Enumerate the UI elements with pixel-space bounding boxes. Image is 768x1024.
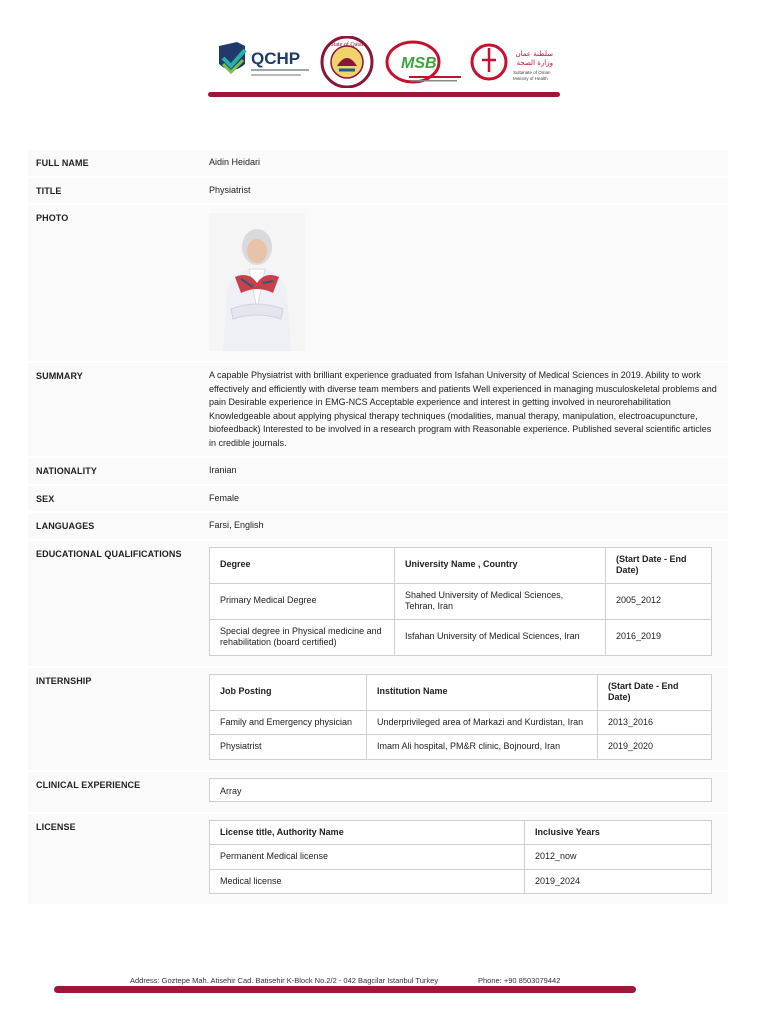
table-cell: 2019_2020 xyxy=(598,735,712,760)
footer-address: Address: Goztepe Mah. Atisehir Cad. Batisehir K-Block No.2/2 - 042 Bagcilar Istanbul Turkey xyxy=(130,976,439,985)
table-row xyxy=(210,710,712,735)
summary-text: A capable Physiatrist with brilliant experience graduated from Isfahan University of Medical Sciences in 2019. Ability to work effectively and efficiently with diverse team members and patients Well experienced in managing musculoskeletal problems and pain Desirable experience in EMG-NCS Acceptable experience and interest in getting involved in neurorehabilitation Knowledgeable about applying physical therapy techniques (modalities, manual therapy, manipulation, electroacupuncture, biofeedback) Interested to be involved in a research program with Reasonable experience. Published several scientific articles in credible journals. xyxy=(209,370,717,448)
state-of-qatar-seal xyxy=(319,36,375,88)
row-photo xyxy=(28,205,728,363)
clinical-experience-label: CLINICAL EXPERIENCE xyxy=(36,779,141,790)
table-row xyxy=(210,869,712,894)
column-header: Institution Name xyxy=(367,674,598,710)
full-name-value: Aidin Heidari xyxy=(209,157,261,167)
svg-text:State of Qatar: State of Qatar xyxy=(330,42,364,48)
sex-value: Female xyxy=(209,492,240,503)
title-label: TITLE xyxy=(36,185,62,196)
column-header: (Start Date - End Date) xyxy=(606,547,712,583)
row-full-name xyxy=(28,150,728,178)
full-name-label: FULL NAME xyxy=(36,158,89,168)
page-header xyxy=(0,0,768,110)
doctor-portrait-image xyxy=(209,213,305,351)
column-header: Job Posting xyxy=(210,674,367,710)
table-cell: 2019_2024 xyxy=(525,869,712,894)
internship-table xyxy=(209,674,712,760)
row-sex xyxy=(28,486,728,514)
title-value: Physiatrist xyxy=(209,184,251,195)
svg-text:MSB: MSB xyxy=(401,55,437,72)
education-label: EDUCATIONAL QUALIFICATIONS xyxy=(36,548,182,559)
table-cell: Primary Medical Degree xyxy=(210,583,395,619)
row-languages xyxy=(28,513,728,541)
photo-label: PHOTO xyxy=(36,213,69,223)
column-header: Degree xyxy=(210,547,395,583)
table-cell: Shahed University of Medical Sciences, Tehran, Iran xyxy=(395,583,606,619)
table-cell: Family and Emergency physician xyxy=(210,710,367,735)
header-logos xyxy=(215,36,560,88)
row-license xyxy=(28,814,728,907)
languages-value: Farsi, English xyxy=(209,520,264,530)
row-title xyxy=(28,178,728,206)
profile-photo xyxy=(209,213,305,351)
summary-label: SUMMARY xyxy=(36,371,83,381)
qchp-logo xyxy=(215,36,315,88)
row-clinical-experience xyxy=(28,772,728,814)
nationality-value: Iranian xyxy=(209,465,237,475)
table-cell: 2012_now xyxy=(525,845,712,870)
page-footer xyxy=(0,960,768,1024)
footer-accent-bar xyxy=(54,986,636,993)
column-header: University Name , Country xyxy=(395,547,606,583)
msb-logo xyxy=(383,36,465,88)
column-header: (Start Date - End Date) xyxy=(598,674,712,710)
svg-text:Sultanate of Oman: Sultanate of Oman xyxy=(513,70,551,75)
table-cell: Medical license xyxy=(210,869,525,894)
table-cell: Isfahan University of Medical Sciences, Iran xyxy=(395,619,606,655)
table-cell: Physiatrist xyxy=(210,735,367,760)
languages-label: LANGUAGES xyxy=(36,521,95,531)
table-cell: Underprivileged area of Markazi and Kurdistan, Iran xyxy=(367,710,598,735)
table-cell: Imam Ali hospital, PM&R clinic, Bojnourd, Iran xyxy=(367,735,598,760)
table-header-row xyxy=(210,820,712,845)
header-accent-bar xyxy=(208,92,560,97)
education-table xyxy=(209,547,712,656)
footer-phone: Phone: +90 8503079442 xyxy=(478,976,561,985)
table-cell: 2013_2016 xyxy=(598,710,712,735)
oman-moh-logo xyxy=(469,36,559,88)
license-label: LICENSE xyxy=(36,821,76,832)
table-row xyxy=(210,619,712,655)
svg-text:سلطنة عمان: سلطنة عمان xyxy=(515,50,553,58)
nationality-label: NATIONALITY xyxy=(36,466,97,476)
table-cell: 2016_2019 xyxy=(606,619,712,655)
internship-label: INTERNSHIP xyxy=(36,675,92,686)
row-internship xyxy=(28,668,728,772)
table-cell: Special degree in Physical medicine and rehabilitation (board certified) xyxy=(210,619,395,655)
table-row xyxy=(210,735,712,760)
svg-text:وزارة الصحة: وزارة الصحة xyxy=(516,59,553,67)
column-header: License title, Authority Name xyxy=(210,820,525,845)
table-row xyxy=(210,845,712,870)
table-row xyxy=(210,583,712,619)
svg-text:Ministry of Health: Ministry of Health xyxy=(513,76,548,81)
row-nationality xyxy=(28,458,728,486)
license-table xyxy=(209,820,712,895)
clinical-experience-value: Array xyxy=(209,778,712,802)
table-header-row xyxy=(210,547,712,583)
sex-label: SEX xyxy=(36,493,55,504)
svg-text:QCHP: QCHP xyxy=(251,49,301,68)
row-summary xyxy=(28,363,728,458)
row-education xyxy=(28,541,728,668)
table-header-row xyxy=(210,674,712,710)
column-header: Inclusive Years xyxy=(525,820,712,845)
table-cell: Permanent Medical license xyxy=(210,845,525,870)
table-cell: 2005_2012 xyxy=(606,583,712,619)
cv-content xyxy=(28,150,728,906)
